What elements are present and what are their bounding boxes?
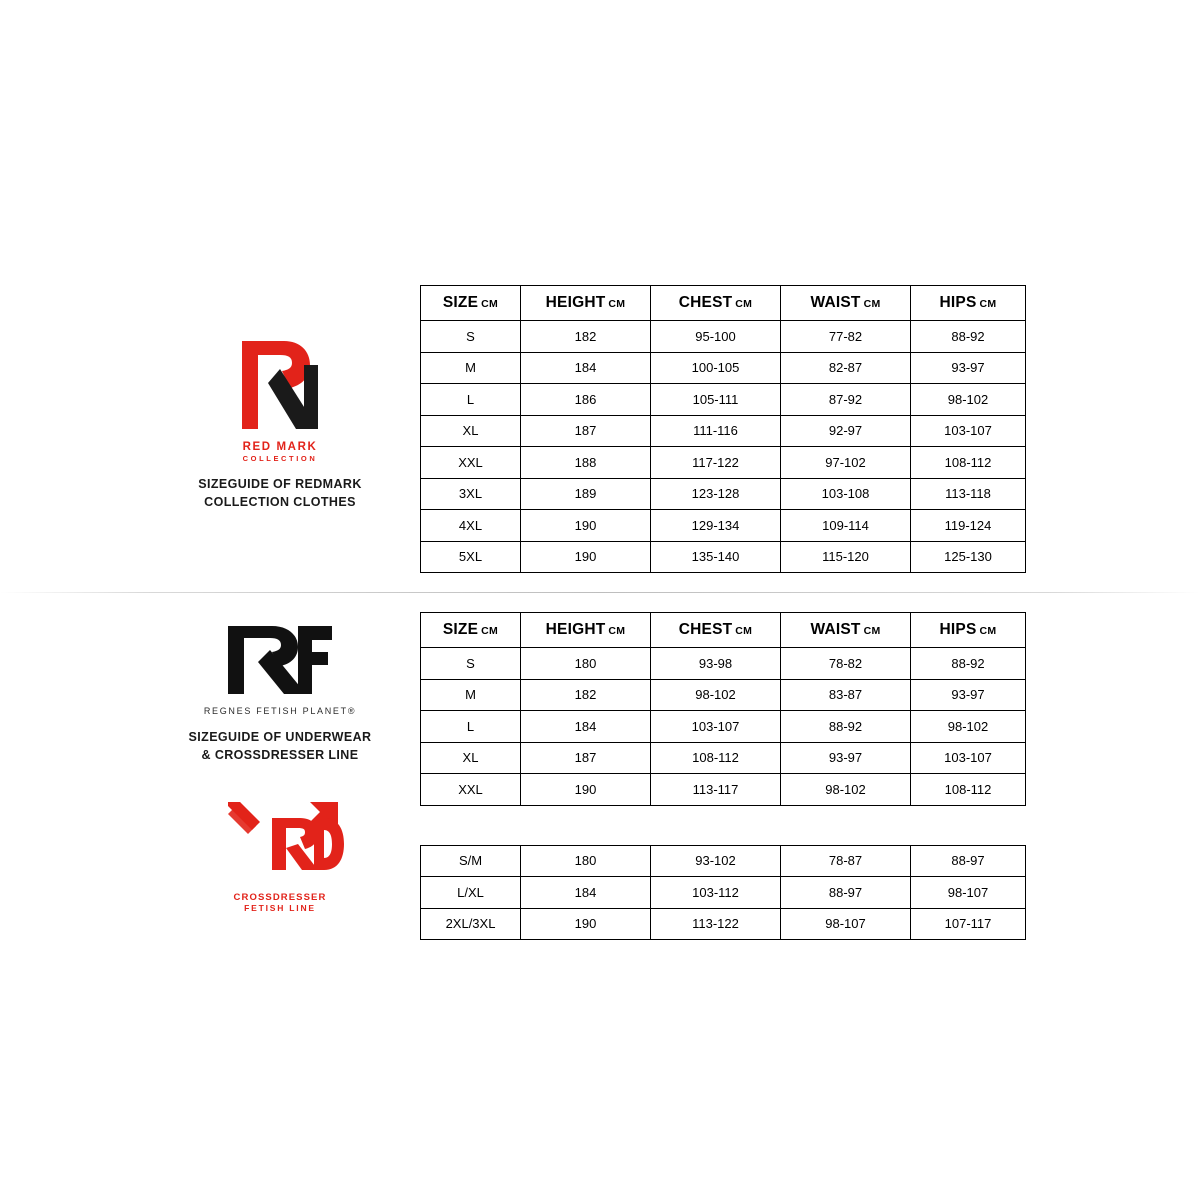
redmark-wordmark [243, 441, 318, 463]
cell-hips: 113-118 [911, 478, 1026, 510]
cell-waist: 82-87 [781, 352, 911, 384]
redmark-caption-line1: SIZEGUIDE OF REDMARK [198, 477, 362, 491]
cell-chest: 103-112 [651, 877, 781, 909]
cell-waist: 92-97 [781, 415, 911, 447]
cell-height: 190 [521, 510, 651, 542]
cell-chest: 111-116 [651, 415, 781, 447]
table-row [421, 845, 1026, 877]
cell-size: XL [421, 415, 521, 447]
cell-height: 186 [521, 384, 651, 416]
cell-size: L [421, 711, 521, 743]
cell-size: XXL [421, 774, 521, 806]
cell-chest: 129-134 [651, 510, 781, 542]
underwear-caption [189, 728, 372, 764]
table-header-row [421, 286, 1026, 321]
column-header-waist: WAIST CM [781, 613, 911, 648]
column-header-hips: HIPS CM [911, 613, 1026, 648]
column-header-size: SIZE CM [421, 286, 521, 321]
cell-waist: 98-102 [781, 774, 911, 806]
cell-height: 180 [521, 648, 651, 680]
table-row [421, 711, 1026, 743]
redmark-wordmark-line2: COLLECTION [242, 454, 318, 463]
cell-size: L [421, 384, 521, 416]
crossdresser-wordmark-line1: CROSSDRESSER [233, 892, 327, 904]
cell-waist: 87-92 [781, 384, 911, 416]
cell-height: 190 [521, 541, 651, 573]
section-redmark [140, 285, 1026, 573]
cell-hips: 93-97 [911, 679, 1026, 711]
table-row [421, 541, 1026, 573]
regnes-fetish-planet-monogram-icon [220, 622, 340, 698]
cell-height: 188 [521, 447, 651, 479]
column-header-waist: WAIST CM [781, 286, 911, 321]
table-row [421, 679, 1026, 711]
underwear-caption-line1: SIZEGUIDE OF UNDERWEAR [188, 730, 372, 744]
cell-chest: 100-105 [651, 352, 781, 384]
table-row [421, 478, 1026, 510]
underwear-caption-line2: & CROSSDRESSER LINE [201, 748, 359, 763]
cell-size: XXL [421, 447, 521, 479]
cell-chest: 135-140 [651, 541, 781, 573]
cell-height: 190 [521, 774, 651, 806]
cell-size: M [421, 352, 521, 384]
cell-hips: 98-102 [911, 711, 1026, 743]
cell-hips: 108-112 [911, 774, 1026, 806]
cell-hips: 107-117 [911, 908, 1026, 940]
cell-size: M [421, 679, 521, 711]
cell-size: 5XL [421, 541, 521, 573]
cell-size: 3XL [421, 478, 521, 510]
regnes-wordmark: REGNES FETISH PLANET® [203, 706, 357, 716]
table-row [421, 877, 1026, 909]
section-underwear-crossdresser [140, 612, 1026, 940]
table-row [421, 415, 1026, 447]
table-row [421, 742, 1026, 774]
redmark-caption-line2: COLLECTION CLOTHES [204, 495, 356, 510]
cell-height: 184 [521, 352, 651, 384]
cell-waist: 88-92 [781, 711, 911, 743]
column-header-height: HEIGHT CM [521, 286, 651, 321]
section-divider [0, 592, 1200, 593]
cell-waist: 103-108 [781, 478, 911, 510]
cell-hips: 98-102 [911, 384, 1026, 416]
table-row [421, 447, 1026, 479]
cell-size: XL [421, 742, 521, 774]
cell-height: 182 [521, 679, 651, 711]
crossdresser-wordmark-line2: FETISH LINE [244, 903, 316, 914]
cell-chest: 117-122 [651, 447, 781, 479]
redmark-monogram-icon [222, 335, 338, 435]
cell-waist: 78-87 [781, 845, 911, 877]
cell-chest: 113-122 [651, 908, 781, 940]
cell-hips: 93-97 [911, 352, 1026, 384]
cell-size: 2XL/3XL [421, 908, 521, 940]
column-header-chest: CHEST CM [651, 286, 781, 321]
table-row [421, 648, 1026, 680]
cell-chest: 95-100 [651, 321, 781, 353]
cell-size: 4XL [421, 510, 521, 542]
cell-waist: 78-82 [781, 648, 911, 680]
column-header-chest: CHEST CM [651, 613, 781, 648]
redmark-brand-block [140, 285, 420, 511]
column-header-height: HEIGHT CM [521, 613, 651, 648]
cell-hips: 108-112 [911, 447, 1026, 479]
cell-height: 187 [521, 415, 651, 447]
cell-hips: 119-124 [911, 510, 1026, 542]
cell-waist: 98-107 [781, 908, 911, 940]
cell-chest: 98-102 [651, 679, 781, 711]
cell-chest: 93-98 [651, 648, 781, 680]
cell-hips: 88-92 [911, 648, 1026, 680]
cell-waist: 93-97 [781, 742, 911, 774]
crossdresser-wordmark [234, 892, 327, 913]
table-row [421, 321, 1026, 353]
cell-size: L/XL [421, 877, 521, 909]
cell-waist: 109-114 [781, 510, 911, 542]
column-header-size: SIZE CM [421, 613, 521, 648]
table-header-row [421, 613, 1026, 648]
crd-crossdresser-icon [214, 796, 346, 888]
cell-hips: 125-130 [911, 541, 1026, 573]
column-header-hips: HIPS CM [911, 286, 1026, 321]
cell-height: 189 [521, 478, 651, 510]
cell-hips: 103-107 [911, 742, 1026, 774]
cell-hips: 98-107 [911, 877, 1026, 909]
cell-height: 187 [521, 742, 651, 774]
redmark-size-table [420, 285, 1026, 573]
cell-height: 184 [521, 877, 651, 909]
table-row [421, 352, 1026, 384]
table-row [421, 774, 1026, 806]
cell-chest: 123-128 [651, 478, 781, 510]
cell-chest: 105-111 [651, 384, 781, 416]
underwear-tables-column [420, 612, 1026, 940]
redmark-caption [198, 475, 362, 511]
cell-chest: 103-107 [651, 711, 781, 743]
cell-height: 180 [521, 845, 651, 877]
crossdresser-size-table [420, 845, 1026, 941]
cell-height: 184 [521, 711, 651, 743]
table-row [421, 384, 1026, 416]
cell-waist: 115-120 [781, 541, 911, 573]
cell-chest: 113-117 [651, 774, 781, 806]
cell-waist: 83-87 [781, 679, 911, 711]
underwear-size-table [420, 612, 1026, 806]
table-row [421, 510, 1026, 542]
cell-size: S [421, 321, 521, 353]
redmark-wordmark-line1: RED MARK [242, 441, 318, 453]
cell-height: 182 [521, 321, 651, 353]
table-row [421, 908, 1026, 940]
cell-hips: 88-92 [911, 321, 1026, 353]
cell-waist: 88-97 [781, 877, 911, 909]
cell-chest: 93-102 [651, 845, 781, 877]
cell-waist: 77-82 [781, 321, 911, 353]
cell-size: S [421, 648, 521, 680]
cell-waist: 97-102 [781, 447, 911, 479]
cell-hips: 88-97 [911, 845, 1026, 877]
underwear-brand-block [140, 612, 420, 913]
cell-chest: 108-112 [651, 742, 781, 774]
cell-size: S/M [421, 845, 521, 877]
cell-hips: 103-107 [911, 415, 1026, 447]
cell-height: 190 [521, 908, 651, 940]
